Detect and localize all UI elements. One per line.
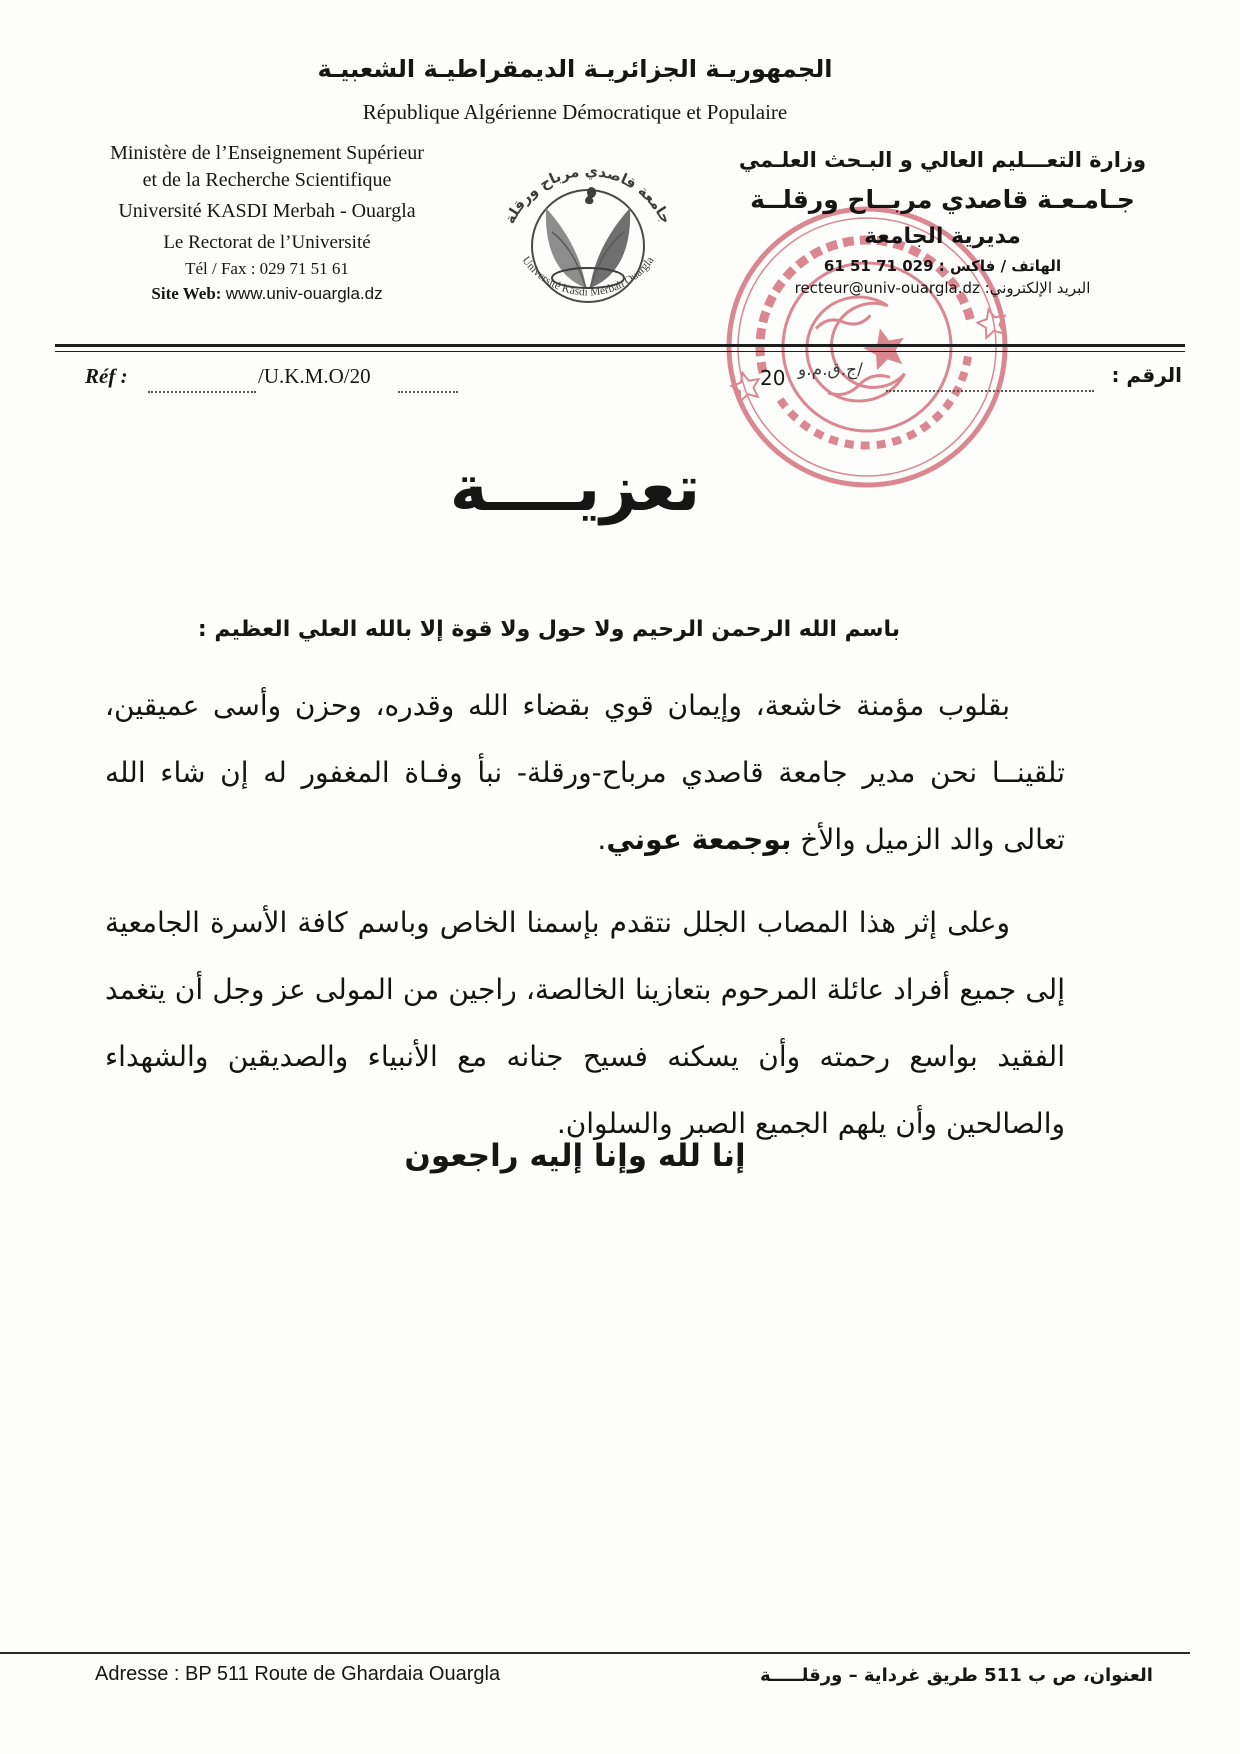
deceased-name: بوجمعة عوني: [606, 823, 792, 856]
republic-title-french: République Algérienne Démocratique et Populaire: [362, 100, 788, 124]
republic-title-arabic: الجمهوريـة الجزائريـة الديمقراطيـة الشعبيـة: [317, 55, 833, 83]
letter-body: [105, 672, 1065, 1157]
directorate-arabic: مديرية الجامعة: [864, 224, 1021, 249]
site-web-label: Site Web:: [151, 284, 222, 303]
footer-address-french: Adresse : BP 511 Route de Ghardaia Ouargla: [95, 1663, 501, 1685]
email-arabic: البريد الإلكتروني: recteur@univ-ouargla.dz: [794, 279, 1091, 297]
raqm-abbreviation: /ج.ق.م.و: [798, 360, 863, 380]
svg-text:Université Kasdi Merbah Ouargl: [519, 255, 656, 299]
ref-dotted-leader: [148, 390, 256, 393]
ministry-line-1: Ministère de l’Enseignement Supérieur: [110, 142, 424, 164]
letter-title: تعزيــــة: [449, 452, 701, 526]
paragraph-1-period: .: [597, 823, 607, 856]
raqm-dotted-leader: [886, 389, 1094, 392]
ministry-line-2: et de la Recherche Scientifique: [142, 169, 392, 191]
ministry-arabic: وزارة التعـــليم العالي و البـحث العلـمي: [738, 148, 1147, 172]
closing-verse: إنا لله وإنا إليه راجعون: [404, 1138, 746, 1174]
university-name-fr: Université KASDI Merbah - Ouargla: [118, 200, 416, 222]
telfax-fr: Tél / Fax : 029 71 51 61: [185, 259, 349, 278]
logo-arc-text-french: Université Kasdi Merbah Ouargla: [519, 254, 657, 299]
basmala-line: باسم الله الرحمن الرحيم ولا حول ولا قوة إلا بالله العلي العظيم :: [197, 617, 900, 642]
ref-value: /U.K.M.O/20: [258, 364, 371, 388]
paragraph-1-text: بقلوب مؤمنة خاشعة، وإيمان قوي بقضاء الله وقدره، وحزن وأسى عميقين، تلقينــا نحن مدير جامعة قاصدي مرباح-ورقلة- نبأ وفـاة المغفور له إن شاء الله تعالى والد الزميل والأخ: [105, 689, 1065, 856]
telfax-arabic: الهاتف / فاكس : 029 71 51 61: [823, 257, 1062, 275]
paragraph-2: وعلى إثر هذا المصاب الجلل نتقدم بإسمنا الخاص وباسم كافة الأسرة الجامعية إلى جميع أفراد عائلة المرحوم بتعازينا الخالصة، راجين من المولى عز وجل أن يتغمد الفقيد بواسع رحمته وأن يسكنه فسيح جنانه مع الأنبياء والصديقين والشهداء والصالحين وأن يلهم الجميع الصبر والسلوان.: [105, 906, 1065, 1140]
raqm-label: الرقم :: [1111, 363, 1182, 387]
ref-label: Réf :: [85, 364, 128, 388]
raqm-year: 20: [760, 366, 786, 390]
university-name-arabic: جـامـعـة قاصدي مربــاح ورقلــة: [750, 185, 1135, 214]
footer-rule: [0, 1652, 1190, 1654]
footer-address-arabic: العنوان، ص ب 511 طريق غرداية – ورقلـــــة: [760, 1665, 1153, 1686]
rectorat-line: Le Rectorat de l’Université: [163, 232, 371, 253]
header-separator-rule: [55, 344, 1185, 352]
university-logo-icon: [482, 146, 694, 334]
logo-arc-text-arabic: جامعة قاصدي مرباح ورقلة: [502, 163, 674, 227]
paragraph-1: [105, 672, 1065, 873]
site-web-url: www.univ-ouargla.dz: [225, 284, 383, 303]
french-letterhead: [62, 140, 472, 304]
ref-dotted-leader-2: [398, 390, 458, 393]
